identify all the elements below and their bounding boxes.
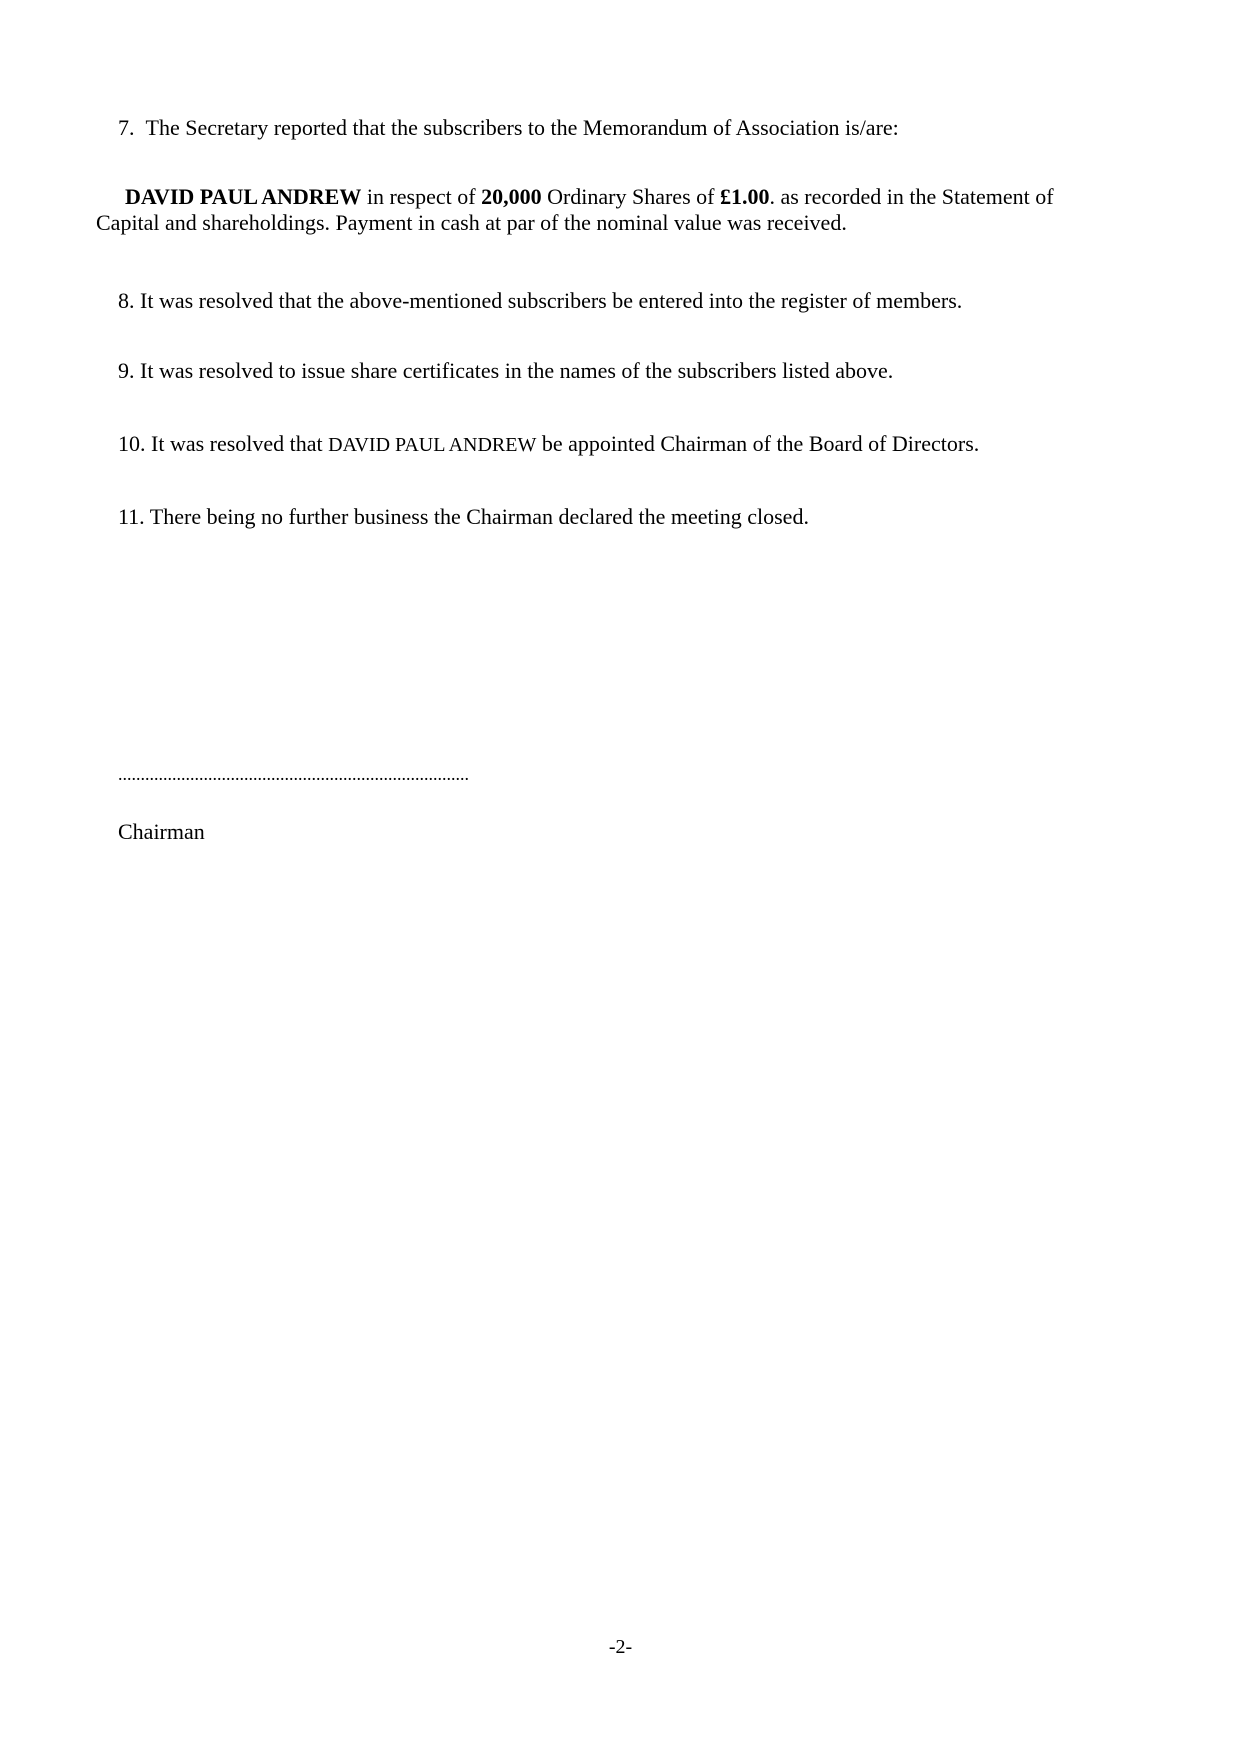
item-7 bbox=[118, 116, 899, 140]
subscriber-text-2: Ordinary Shares of bbox=[541, 184, 720, 209]
item-10 bbox=[118, 432, 979, 457]
subscriber-text-1: in respect of bbox=[361, 184, 482, 209]
item-7-number: 7. bbox=[118, 115, 135, 140]
item-10-name: DAVID PAUL ANDREW bbox=[328, 434, 537, 456]
item-10-tail: be appointed Chairman of the Board of Directors. bbox=[536, 431, 980, 456]
item-8: 8. It was resolved that the above-mentioned subscribers be entered into the register of members. bbox=[118, 288, 963, 313]
item-10-lead: 10. It was resolved that bbox=[118, 431, 329, 456]
subscriber-name: DAVID PAUL ANDREW bbox=[125, 184, 362, 209]
subscriber-share-value: £1.00 bbox=[719, 184, 770, 209]
page-number: -2- bbox=[608, 1636, 633, 1658]
subscriber-shares: 20,000 bbox=[481, 184, 542, 209]
signature-label: Chairman bbox=[118, 819, 205, 844]
item-7-text: The Secretary reported that the subscribers to the Memorandum of Association is/are: bbox=[145, 115, 899, 140]
subscriber-line-2: Capital and shareholdings. Payment in cash at par of the nominal value was received. bbox=[96, 210, 847, 235]
item-11: 11. There being no further business the Chairman declared the meeting closed. bbox=[118, 504, 809, 529]
subscriber-text-3: . as recorded in the Statement of bbox=[769, 184, 1054, 209]
subscriber-line-1 bbox=[125, 185, 1054, 209]
signature-line: .............................................................................. bbox=[118, 764, 469, 784]
item-9: 9. It was resolved to issue share certificates in the names of the subscribers listed above. bbox=[118, 358, 894, 383]
